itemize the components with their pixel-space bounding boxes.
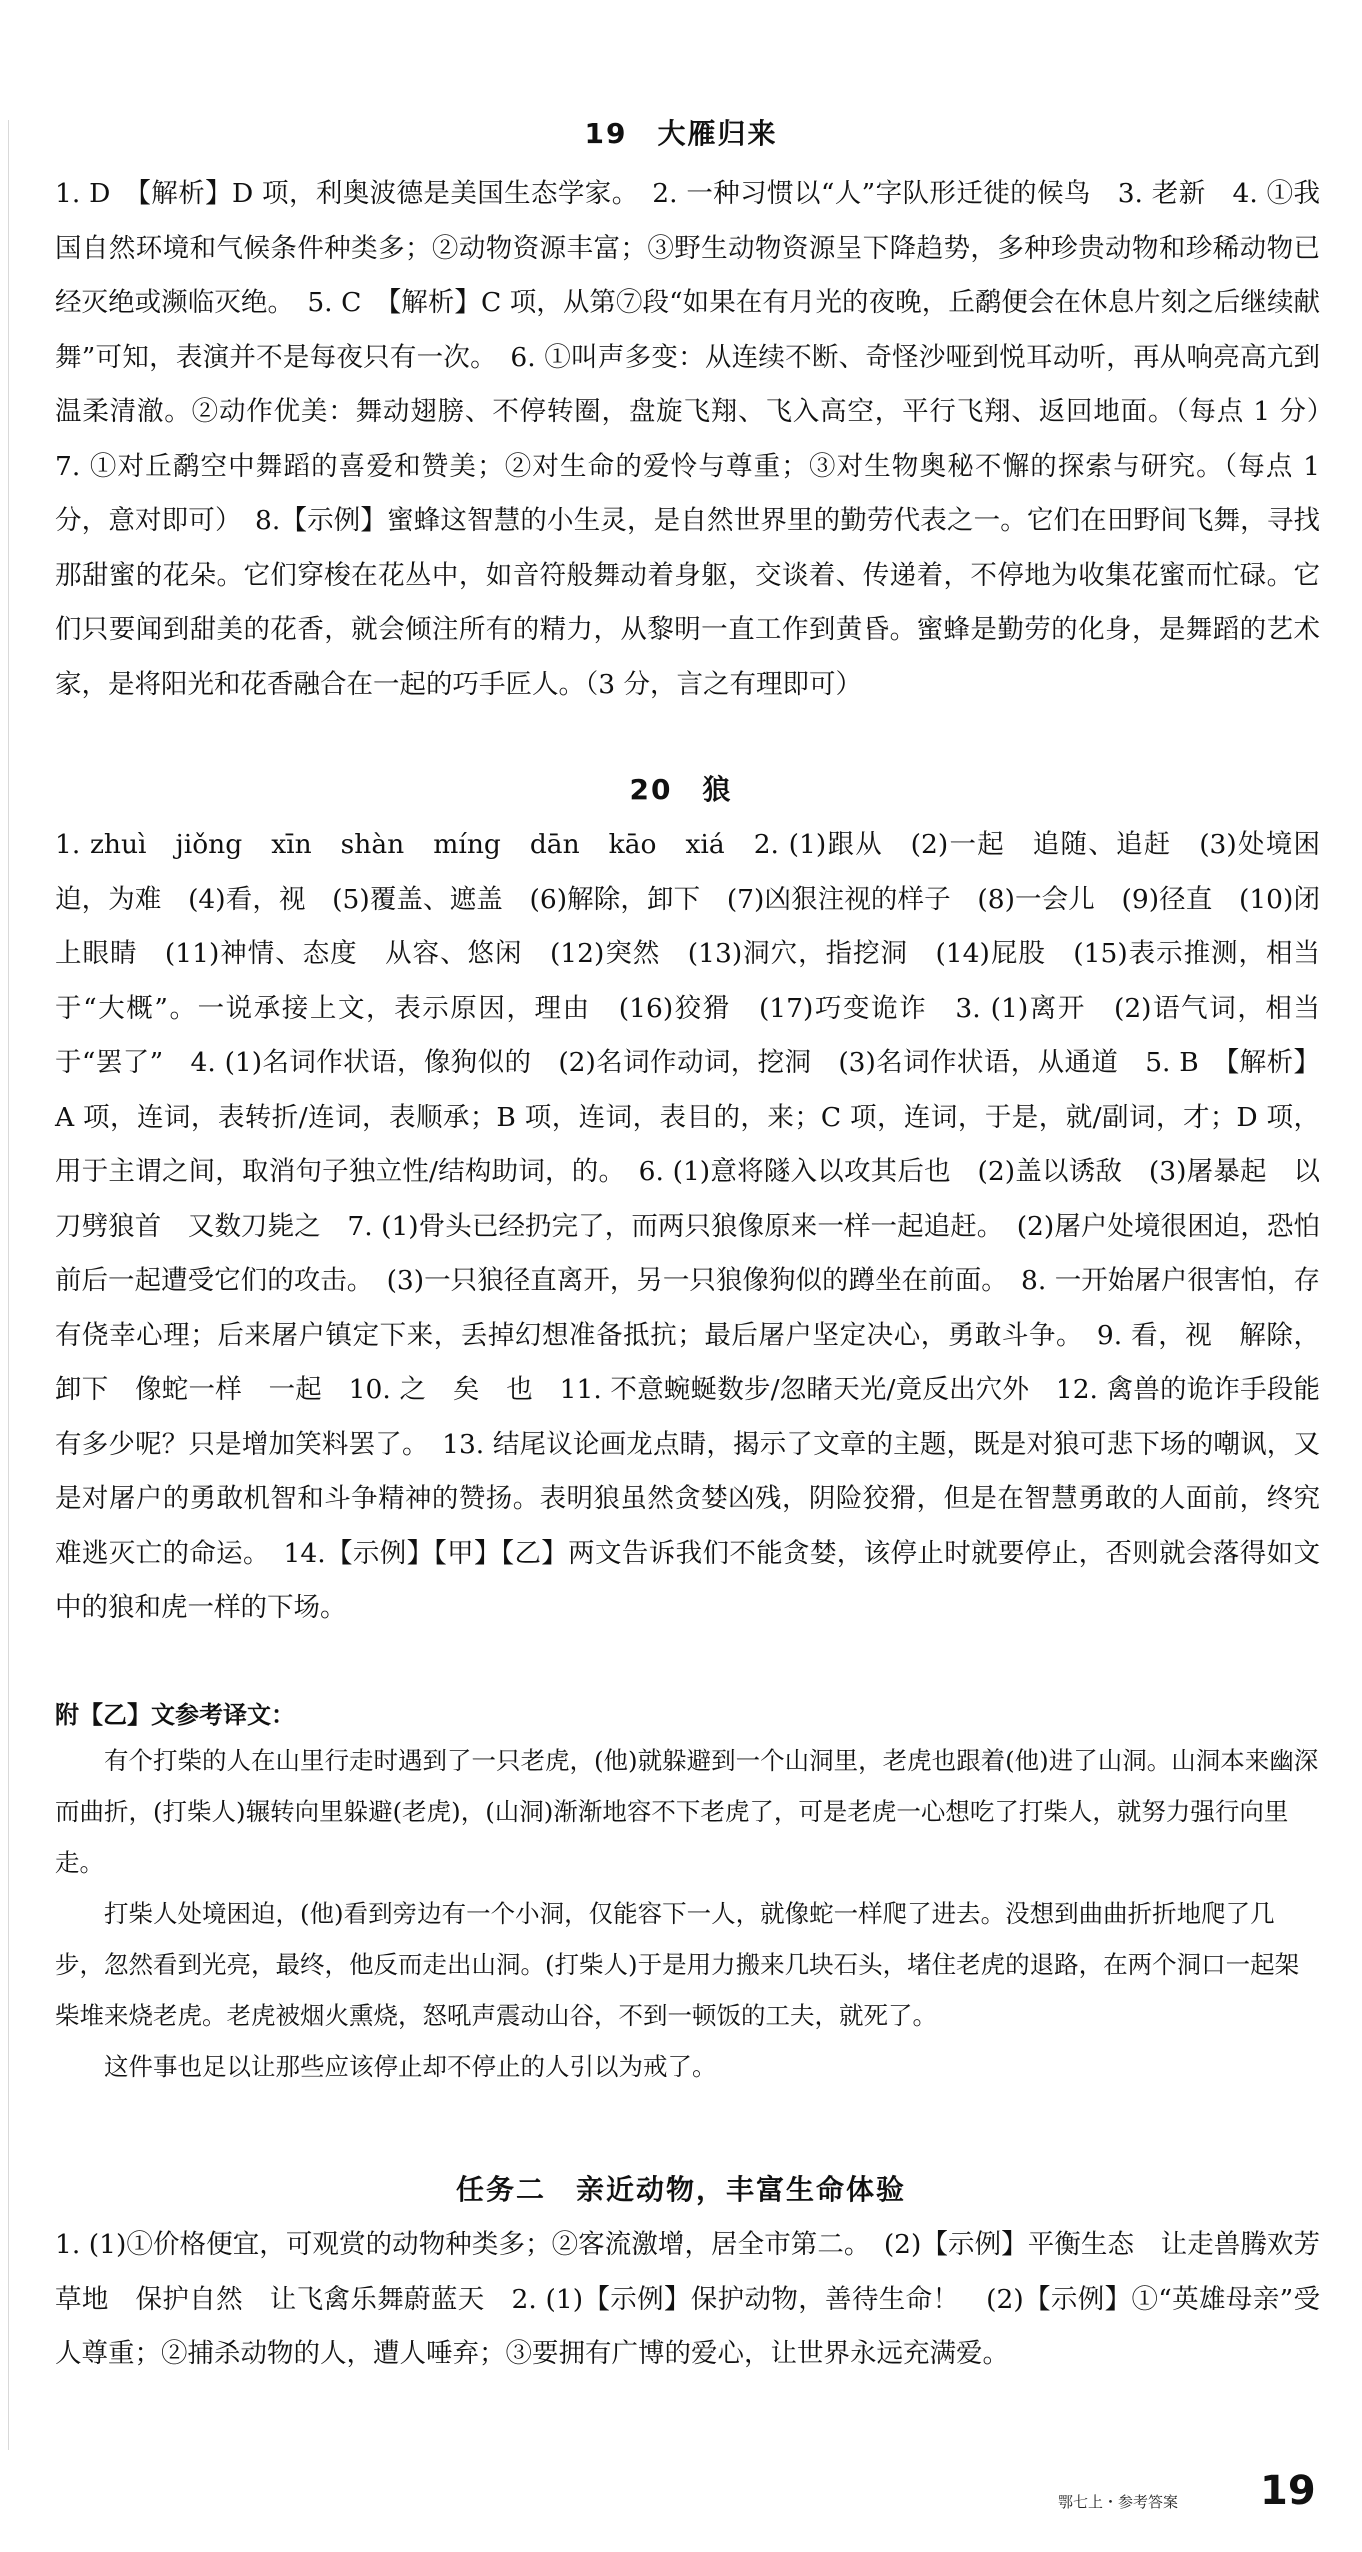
translation-body (55, 1735, 1320, 2092)
section-title-19: 19 大雁归来 (584, 117, 778, 150)
answers-lesson-19-text: 1. D 【解析】D 项，利奥波德是美国生态学家。 2. 一种习惯以“人”字队形迁徙的候鸟 3. 老新 4. ①我国自然环境和气候条件种类多；②动物资源丰富；③野生动物资源呈下降趋势，多种珍贵动物和珍稀动物已经灭绝或濒临灭绝。 5. C 【解析】C 项，从第⑦段“如果在有月光的夜晚，丘鹬便会在休息片刻之后继续献舞”可知，表演并不是每夜只有一次。 6. ①叫声多变：从连续不断、奇怪沙哑到悦耳动听，再从响亮高亢到温柔清澈。②动作优美：舞动翅膀、不停转圈，盘旋飞翔、飞入高空，平行飞翔、返回地面。（每点 1 分） 7. ①对丘鹬空中舞蹈的喜爱和赞美；②对生命的爱怜与尊重；③对生物奥秘不懈的探索与研究。（每点 1 分，意对即可） 8.【示例】蜜蜂这智慧的小生灵，是自然世界里的勤劳代表之一。它们在田野间飞舞，寻找那甜蜜的花朵。它们穿梭在花丛中，如音符般舞动着身躯，交谈着、传递着，不停地为收集花蜜而忙碌。它们只要闻到甜美的花香，就会倾注所有的精力，从黎明一直工作到黄昏。蜜蜂是勤劳的化身，是舞蹈的艺术家，是将阳光和花香融合在一起的巧手匠人。（3 分，言之有理即可） (55, 178, 1347, 700)
answers-task-2-text: 1. (1)①价格便宜，可观赏的动物种类多；②客流激增，居全市第二。 (2)【示例】平衡生态 让走兽腾欢芳草地 保护自然 让飞禽乐舞蔚蓝天 2. (1)【示例】保护动物，善待生命！ (2)【示例】①“英雄母亲”受人尊重；②捕杀动物的人，遭人唾弃；③要拥有广博的爱心，让世界永远充满爱。 (55, 2229, 1320, 2369)
section-title-20: 20 狼 (629, 773, 733, 806)
answers-lesson-19 (55, 167, 1347, 712)
translation-heading: 附【乙】文参考译文： (55, 1701, 295, 1729)
answers-lesson-20-text: 1. zhuì jiǒng xīn shàn míng dān kāo xiá 2. (1)跟从 (2)一起 追随、追赶 (3)处境困迫，为难 (4)看，视 (5)覆盖、遮盖 (6)解除，卸下 (7)凶狠注视的样子 (8)一会儿 (9)径直 (10)闭上眼睛 (11)神情、态度 从容、悠闲 (12)突然 (13)洞穴，指挖洞 (14)屁股 (15)表示推测，相当于“大概”。一说承接上文，表示原因，理由 (16)狡猾 (17)巧变诡诈 3. (1)离开 (2)语气词，相当于“罢了” 4. (1)名词作状语，像狗似的 (2)名词作动词，挖洞 (3)名词作状语，从通道 5. B 【解析】A 项，连词，表转折/连词，表顺承；B 项，连词，表目的，来；C 项，连词，于是，就/副词，才；D 项，用于主谓之间，取消句子独立性/结构助词，的。 6. (1)意将隧入以攻其后也 (2)盖以诱敌 (3)屠暴起 以刀劈狼首 又数刀毙之 7. (1)骨头已经扔完了，而两只狼像原来一样一起追赶。 (2)屠户处境很困迫，恐怕前后一起遭受它们的攻击。 (3)一只狼径直离开，另一只狼像狗似的蹲坐在前面。 8. 一开始屠户很害怕，存有侥幸心理；后来屠户镇定下来，丢掉幻想准备抵抗；最后屠户坚定决心，勇敢斗争。 9. 看，视 解除，卸下 像蛇一样 一起 10. 之 矣 也 11. 不意蜿蜒数步/忽睹天光/竟反出穴外 12. 禽兽的诡诈手段能有多少呢？只是增加笑料罢了。 13. 结尾议论画龙点睛，揭示了文章的主题，既是对狼可悲下场的嘲讽，又是对屠户的勇敢机智和斗争精神的赞扬。表明狼虽然贪婪凶残，阴险狡猾，但是在智慧勇敢的人面前，终究难逃灭亡的命运。 14.【示例】【甲】【乙】两文告诉我们不能贪婪，该停止时就要停止，否则就会落得如文中的狼和虎一样的下场。 (55, 829, 1320, 1623)
page-number: 19 (1260, 2468, 1316, 2514)
footer-label: 鄂七上・参考答案 (1058, 2493, 1179, 2511)
answers-task-2 (55, 2218, 1320, 2382)
translation-paragraph: 打柴人处境困迫，(他)看到旁边有一个小洞，仅能容下一人，就像蛇一样爬了进去。没想到曲曲折折地爬了几步，忽然看到光亮，最终，他反而走出山洞。(打柴人)于是用力搬来几块石头，堵住老虎的退路，在两个洞口一起架柴堆来烧老虎。老虎被烟火熏烧，怒吼声震动山谷，不到一顿饭的工夫，就死了。 (55, 1899, 1300, 2030)
section-title-task2: 任务二 亲近动物，丰富生命体验 (455, 2173, 906, 2206)
page-edge-line (8, 120, 9, 2450)
answers-lesson-20 (55, 818, 1320, 1636)
translation-paragraph: 有个打柴的人在山里行走时遇到了一只老虎，(他)就躲避到一个山洞里，老虎也跟着(他)进了山洞。山洞本来幽深而曲折，(打柴人)辗转向里躲避(老虎)，(山洞)渐渐地容不下老虎了，可是老虎一心想吃了打柴人，就努力强行向里走。 (55, 1746, 1319, 1877)
translation-paragraph: 这件事也足以让那些应该停止却不停止的人引以为戒了。 (104, 2052, 717, 2081)
